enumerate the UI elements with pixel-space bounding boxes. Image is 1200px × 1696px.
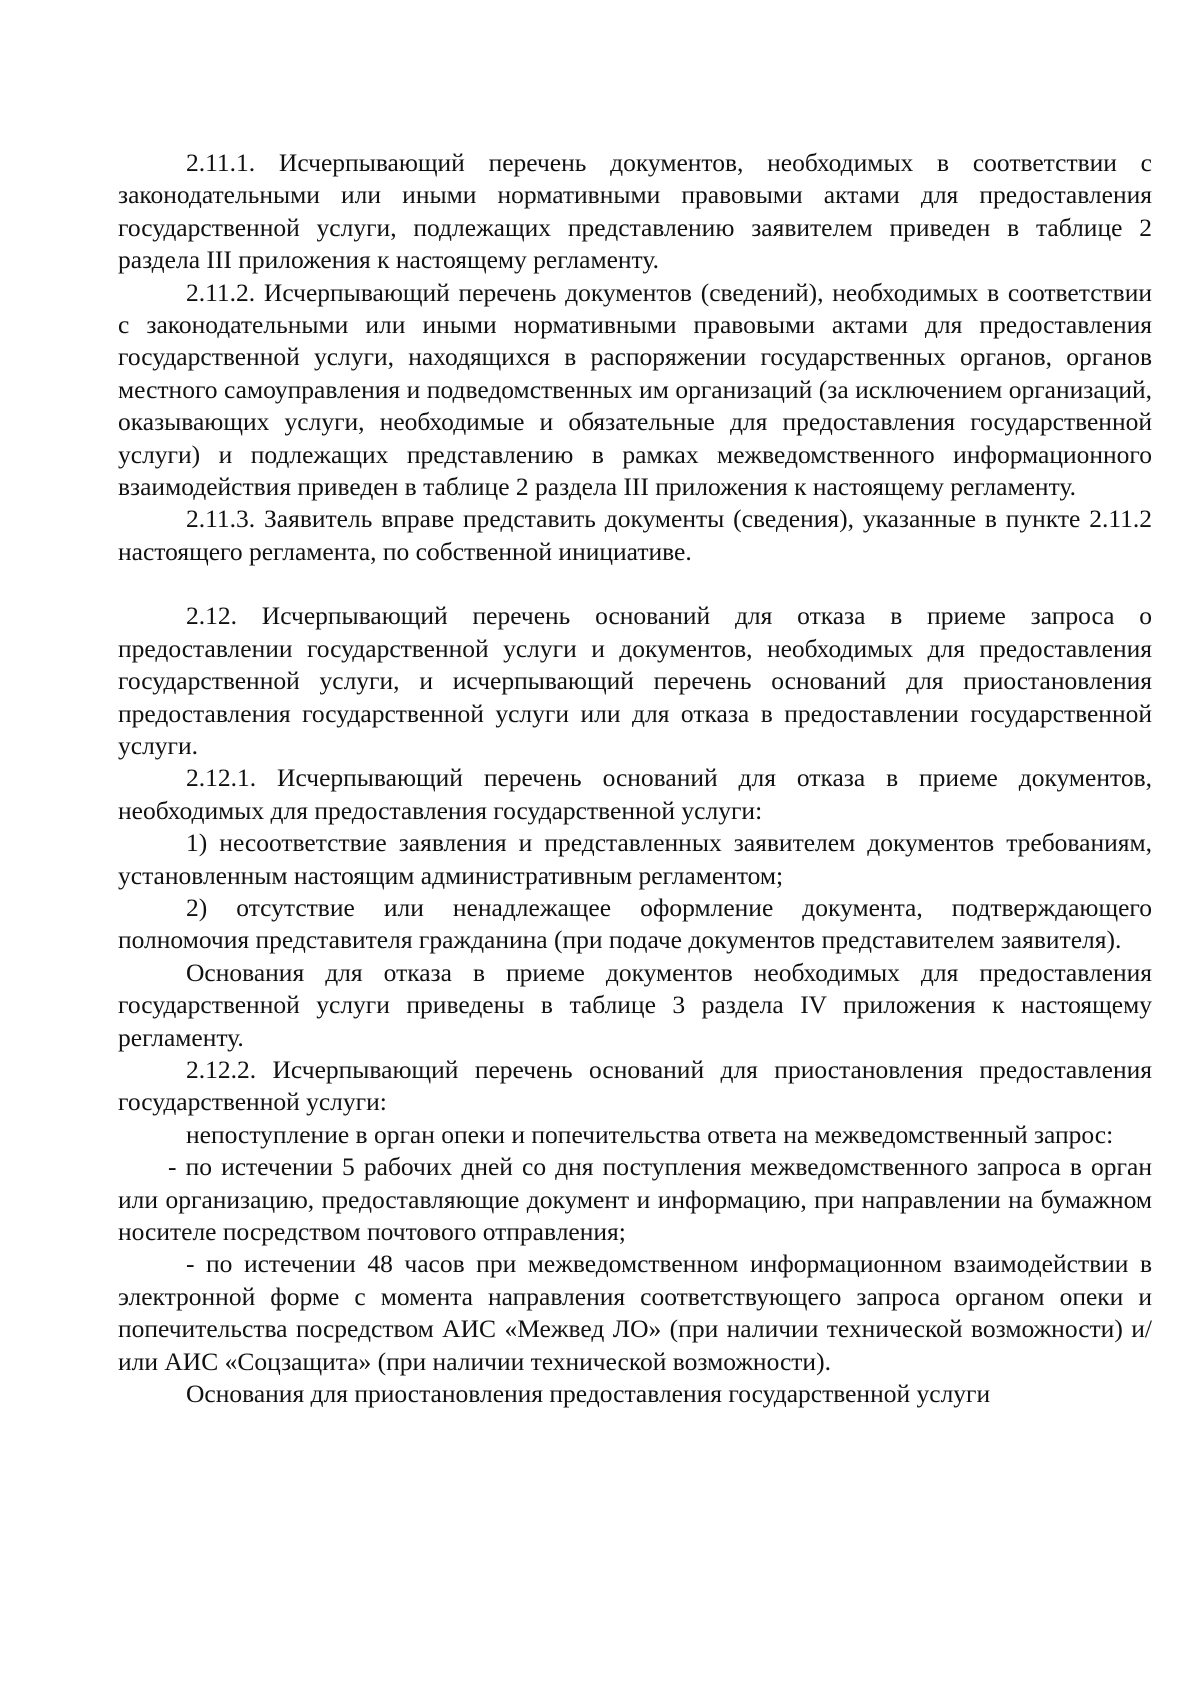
paragraph-2-12-1: 2.12.1. Исчерпывающий перечень оснований для отказа в приеме документов, необходимых для предоставления государственной услуги: (118, 763, 1152, 825)
paragraph-2-11-1: 2.11.1. Исчерпывающий перечень документов, необходимых в соответствии с законодательными или иными нормативными правовыми актами для предоставления государственной услуги, подлежащих представлению заявителем приведен в таблице 2 раздела III приложения к настоящему регламенту. (118, 148, 1152, 275)
paragraph-2-12: 2.12. Исчерпывающий перечень оснований для отказа в приеме запроса о предоставлении государственной услуги и документов, необходимых для предоставления государственной услуги, и исчерпывающий перечень оснований для приостановления предоставления государственной услуги или для отказа в предоставлении государственной услуги. (118, 601, 1152, 760)
paragraph-2-11-3: 2.11.3. Заявитель вправе представить документы (сведения), указанные в пункте 2.11.2 настоящего регламента, по собственной инициативе. (118, 504, 1152, 566)
dash-item-48-hours: - по истечении 48 часов при межведомственном информационном взаимодействии в электронной форме с момента направления соответствующего запроса органом опеки и попечительства посредством АИС «Межвед ЛО» (при наличии технической возможности) и/или АИС «Соцзащита» (при наличии технической возможности). (118, 1249, 1152, 1376)
document-page (118, 147, 1152, 1410)
dash-item-5-days: - по истечении 5 рабочих дней со дня поступления межведомственного запроса в орган или организацию, предоставляющие документ и информацию, при направлении на бумажном носителе посредством почтового отправления; (118, 1152, 1152, 1246)
paragraph-2-12-2: 2.12.2. Исчерпывающий перечень оснований для приостановления предоставления государственной услуги: (118, 1054, 1152, 1117)
section-gap (118, 568, 1152, 600)
paragraph-refusal-grounds: Основания для отказа в приеме документов необходимых для предоставления государственной услуги приведены в таблице 3 раздела IV приложения к настоящему регламенту. (118, 957, 1152, 1052)
list-item-2: 2) отсутствие или ненадлежащее оформление документа, подтверждающего полномочия представителя гражданина (при подаче документов представителем заявителя). (118, 892, 1152, 955)
paragraph-2-11-2: 2.11.2. Исчерпывающий перечень документов (сведений), необходимых в соответствии с законодательными или иными нормативными правовыми актами для предоставления государственной услуги, находящихся в распоряжении государственных органов, органов местного самоуправления и подведомственных им организаций (за исключением организаций, оказывающих услуги, необходимые и обязательные для предоставления государственной услуги) и подлежащих представлению в рамках межведомственного информационного взаимодействия приведен в таблице 2 раздела III приложения к настоящему регламенту. (118, 277, 1152, 502)
list-item-1: 1) несоответствие заявления и представленных заявителем документов требованиям, установленным настоящим административным регламентом; (118, 828, 1152, 890)
paragraph-suspension-grounds: Основания для приостановления предоставления государственной услуги (186, 1379, 991, 1409)
paragraph-non-receipt: непоступление в орган опеки и попечительства ответа на межведомственный запрос: (186, 1119, 1114, 1149)
